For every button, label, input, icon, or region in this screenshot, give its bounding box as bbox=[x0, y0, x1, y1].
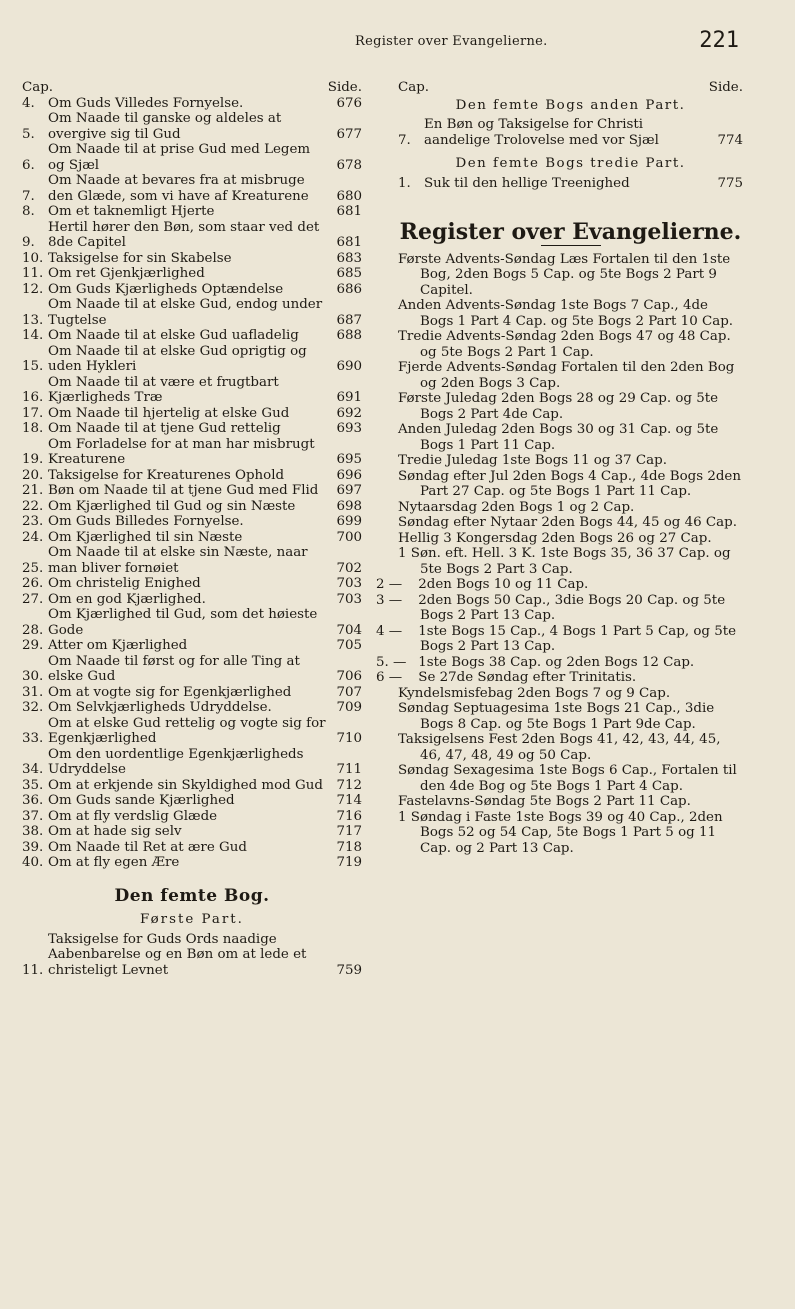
index-entry bbox=[22, 514, 362, 530]
entry-text: Bøn om Naade til at tjene Gud med Flid bbox=[48, 483, 319, 498]
index-entry bbox=[22, 111, 362, 142]
entry-page: 678 bbox=[336, 157, 362, 173]
entry-text: Om Naade til at prise Gud med Legem og Sjæl bbox=[48, 142, 311, 173]
entry-text: Suk til den hellige Treenighed bbox=[424, 175, 630, 191]
index-entry bbox=[22, 406, 362, 422]
index-entry bbox=[22, 607, 362, 638]
gospel-reference: 1ste Bogs 15 Cap., 4 Bogs 1 Part 5 Cap, og 5te Bogs 2 Part 13 Cap. bbox=[418, 623, 737, 654]
entry-number: 38. bbox=[22, 824, 44, 839]
entry-text: Om at hade sig selv bbox=[48, 824, 182, 839]
entry-page: 676 bbox=[336, 95, 362, 111]
entry-text: Om en god Kjærlighed. bbox=[48, 591, 206, 607]
gospel-entry bbox=[398, 329, 743, 360]
entry-page: 711 bbox=[336, 762, 362, 777]
entry-number: 24. bbox=[22, 529, 44, 545]
entry-text: Om Kjærlighed til Gud, som det høieste Gode bbox=[48, 607, 318, 638]
gospel-sunday-number: 2 — bbox=[376, 577, 403, 592]
page-number: 221 bbox=[699, 28, 739, 53]
index-entry bbox=[22, 344, 362, 375]
entry-page: 714 bbox=[336, 793, 362, 808]
entry-number: 22. bbox=[22, 498, 44, 514]
gospel-entry bbox=[398, 546, 743, 577]
left-column-header bbox=[22, 80, 362, 96]
index-entry bbox=[22, 499, 362, 515]
entry-number: 6. bbox=[22, 157, 35, 173]
entry-page: 680 bbox=[336, 188, 362, 204]
entry-page: 700 bbox=[336, 529, 362, 545]
gospel-list bbox=[376, 251, 743, 857]
index-entry bbox=[22, 530, 362, 546]
entry-number: 15. bbox=[22, 359, 44, 374]
entry-text: Taksigelse for Guds Ords naadige Aabenbarelse og en Bøn om at lede et christeligt Levnet bbox=[48, 931, 307, 978]
gospel-entry bbox=[398, 531, 743, 547]
cap-label: Cap. bbox=[398, 80, 430, 95]
index-entry bbox=[22, 576, 362, 592]
entry-page: 716 bbox=[336, 808, 362, 824]
entry-number: 5. bbox=[22, 126, 35, 142]
index-entry bbox=[22, 809, 362, 825]
left-entry-list bbox=[22, 96, 362, 871]
running-title: Register over Evangelierne. bbox=[355, 34, 548, 49]
entry-page: 705 bbox=[336, 638, 362, 653]
entry-text: Om Kjærlighed til Gud og sin Næste bbox=[48, 498, 296, 514]
entry-text: Om Guds Villedes Fornyelse. bbox=[48, 95, 244, 111]
index-entry bbox=[22, 824, 362, 840]
entry-page: 693 bbox=[336, 421, 362, 436]
entry-text: Taksigelse for Kreaturenes Ophold bbox=[48, 467, 285, 483]
gospel-entry bbox=[398, 391, 743, 422]
part-heading: Den femte Bogs anden Part. bbox=[455, 97, 686, 113]
entry-page: 683 bbox=[336, 250, 362, 266]
gospel-entry bbox=[398, 701, 743, 732]
gospel-reference: Anden Juledag 2den Bogs 30 og 31 Cap. og 5te Bogs 1 Part 11 Cap. bbox=[398, 422, 719, 453]
gospel-entry bbox=[398, 732, 743, 763]
entry-page: 686 bbox=[336, 281, 362, 297]
entry-text: Om den uordentlige Egenkjærligheds Udryddelse bbox=[48, 746, 304, 777]
entry-number: 14. bbox=[22, 328, 44, 343]
entry-number: 4. bbox=[22, 95, 35, 111]
entry-page: 697 bbox=[336, 483, 362, 498]
gospel-reference: 1ste Bogs 38 Cap. og 2den Bogs 12 Cap. bbox=[418, 654, 695, 670]
index-entry bbox=[22, 297, 362, 328]
index-entry bbox=[22, 855, 362, 871]
entry-page: 709 bbox=[336, 700, 362, 715]
entry-number: 16. bbox=[22, 390, 44, 405]
entry-text: Om Naade til at elske Gud oprigtig og uden Hykleri bbox=[48, 343, 307, 374]
index-entry bbox=[22, 282, 362, 298]
entry-text: Atter om Kjærlighed bbox=[48, 638, 188, 653]
entry-text: Om Guds Kjærligheds Optændelse bbox=[48, 281, 284, 297]
entry-number: 23. bbox=[22, 514, 44, 529]
gospel-entry bbox=[398, 810, 743, 857]
index-entry bbox=[22, 204, 362, 220]
entry-page: 702 bbox=[336, 560, 362, 576]
gospel-reference: 1 Søndag i Faste 1ste Bogs 39 og 40 Cap., 2den Bogs 52 og 54 Cap, 5te Bogs 1 Part 5 og 11 Cap. og 2 Part 13 Cap. bbox=[398, 809, 723, 856]
index-entry bbox=[22, 437, 362, 468]
entry-text: Om ret Gjenkjærlighed bbox=[48, 266, 205, 281]
entry-page: 687 bbox=[336, 312, 362, 328]
entry-page: 712 bbox=[336, 777, 362, 793]
gospel-entry bbox=[398, 763, 743, 794]
gospel-reference: Anden Advents-Søndag 1ste Bogs 7 Cap., 4de Bogs 1 Part 4 Cap. og 5te Bogs 2 Part 10 Cap. bbox=[398, 298, 734, 329]
part-heading: Den femte Bogs tredie Part. bbox=[455, 156, 686, 171]
entry-page: 681 bbox=[336, 204, 362, 219]
gospel-reference: Se 27de Søndag efter Trinitatis. bbox=[418, 670, 637, 685]
index-entry bbox=[22, 932, 362, 979]
entry-text: Om Kjærlighed til sin Næste bbox=[48, 529, 243, 545]
entry-page: 692 bbox=[336, 405, 362, 421]
gospel-entry bbox=[376, 670, 743, 686]
entry-page: 685 bbox=[336, 266, 362, 281]
gospel-reference: 2den Bogs 10 og 11 Cap. bbox=[418, 577, 589, 592]
page-header bbox=[0, 28, 795, 68]
entry-page: 707 bbox=[336, 684, 362, 700]
index-entry bbox=[22, 700, 362, 716]
gospel-reference: 1 Søn. eft. Hell. 3 K. 1ste Bogs 35, 36 37 Cap. og 5te Bogs 2 Part 3 Cap. bbox=[398, 546, 731, 577]
gospel-entry bbox=[398, 686, 743, 702]
entry-number: 9. bbox=[22, 235, 35, 250]
entry-number: 12. bbox=[22, 281, 44, 297]
gospel-entry bbox=[398, 469, 743, 500]
entry-page: 698 bbox=[336, 498, 362, 514]
index-entry bbox=[22, 468, 362, 484]
index-entry bbox=[22, 716, 362, 747]
gospel-reference: Første Juledag 2den Bogs 28 og 29 Cap. og 5te Bogs 2 Part 4de Cap. bbox=[398, 391, 719, 422]
entry-text: Om Naade til at tjene Gud rettelig bbox=[48, 421, 281, 436]
section-entry-list bbox=[22, 932, 362, 979]
gospel-entry bbox=[376, 592, 743, 624]
index-entry bbox=[398, 117, 743, 148]
entry-text: Om Naade til hjertelig at elske Gud bbox=[48, 405, 290, 421]
entry-number: 35. bbox=[22, 777, 44, 793]
entry-text: Om Naade til først og for alle Ting at elske Gud bbox=[48, 653, 300, 684]
entry-number: 18. bbox=[22, 421, 44, 436]
index-entry bbox=[22, 375, 362, 406]
entry-text: Om et taknemligt Hjerte bbox=[48, 204, 215, 219]
section-subtitle: Første Part. bbox=[140, 912, 244, 927]
side-label: Side. bbox=[327, 80, 362, 95]
entry-page: 759 bbox=[336, 962, 362, 978]
gospel-reference: Søndag Sexagesima 1ste Bogs 6 Cap., Fortalen til den 4de Bog og 5te Bogs 1 Part 4 Cap. bbox=[398, 763, 737, 794]
entry-page: 703 bbox=[336, 591, 362, 607]
entry-text: Om Naade til at elske Gud uafladelig bbox=[48, 328, 299, 343]
entry-number: 40. bbox=[22, 855, 44, 870]
gospel-entry bbox=[398, 794, 743, 810]
entry-page: 691 bbox=[336, 390, 362, 405]
entry-number: 25. bbox=[22, 560, 44, 576]
entry-page: 706 bbox=[336, 669, 362, 684]
index-entry bbox=[22, 328, 362, 344]
index-entry bbox=[22, 778, 362, 794]
entry-text: Om Forladelse for at man har misbrugt Kreaturene bbox=[48, 436, 315, 467]
entry-text: Om Guds Billedes Fornyelse. bbox=[48, 514, 244, 529]
gospel-reference: Første Advents-Søndag Læs Fortalen til den 1ste Bog, 2den Bogs 5 Cap. og 5te Bogs 2 Part 9 Capitel. bbox=[398, 251, 731, 298]
entry-page: 704 bbox=[336, 622, 362, 638]
gospel-entry bbox=[376, 577, 743, 593]
gospel-reference: Hellig 3 Kongersdag 2den Bogs 26 og 27 Cap. bbox=[398, 530, 712, 546]
right-column-header bbox=[398, 80, 743, 96]
entry-page: 775 bbox=[717, 175, 743, 191]
gospel-reference: Søndag Septuagesima 1ste Bogs 21 Cap., 3die Bogs 8 Cap. og 5te Bogs 1 Part 9de Cap. bbox=[398, 701, 715, 732]
index-entry bbox=[22, 220, 362, 251]
entry-number: 20. bbox=[22, 467, 44, 483]
entry-page: 717 bbox=[336, 824, 362, 839]
left-column bbox=[22, 80, 362, 978]
index-entry bbox=[22, 638, 362, 654]
entry-text: Om at erkjende sin Skyldighed mod Gud bbox=[48, 777, 323, 793]
gospel-reference: Søndag efter Nytaar 2den Bogs 44, 45 og 46 Cap. bbox=[398, 515, 737, 530]
entry-number: 28. bbox=[22, 622, 44, 638]
gospel-entry bbox=[376, 654, 743, 671]
entry-page: 710 bbox=[336, 731, 362, 746]
gospel-reference: Tredie Juledag 1ste Bogs 11 og 37 Cap. bbox=[398, 453, 667, 468]
gospel-reference: 2den Bogs 50 Cap., 3die Bogs 20 Cap. og 5te Bogs 2 Part 13 Cap. bbox=[418, 592, 726, 623]
section-title: Den femte Bog. bbox=[114, 885, 270, 906]
gospel-reference: Fjerde Advents-Søndag Fortalen til den 2den Bog og 2den Bogs 3 Cap. bbox=[398, 360, 735, 391]
index-entry bbox=[22, 251, 362, 267]
entry-number: 27. bbox=[22, 591, 44, 607]
entry-page: 703 bbox=[336, 576, 362, 591]
right-column bbox=[376, 80, 743, 856]
entry-page: 696 bbox=[336, 467, 362, 483]
gospel-reference: Nytaarsdag 2den Bogs 1 og 2 Cap. bbox=[398, 499, 635, 515]
index-entry bbox=[22, 421, 362, 437]
cap-label: Cap. bbox=[22, 80, 54, 95]
index-entry bbox=[22, 747, 362, 778]
gospel-reference: Kyndelsmisfebag 2den Bogs 7 og 9 Cap. bbox=[398, 685, 671, 701]
gospel-entry bbox=[398, 252, 743, 299]
index-entry bbox=[22, 96, 362, 112]
entry-text: Om Naade til at elske Gud, endog under Tugtelse bbox=[48, 297, 323, 328]
index-entry bbox=[22, 685, 362, 701]
entry-page: 681 bbox=[336, 235, 362, 250]
entry-text: Om Naade til at være et frugtbart Kjærligheds Træ bbox=[48, 374, 279, 405]
index-entry bbox=[22, 173, 362, 204]
gospel-reference: Søndag efter Jul 2den Bogs 4 Cap., 4de Bogs 2den Part 27 Cap. og 5te Bogs 1 Part 11 Cap. bbox=[398, 468, 741, 499]
index-entry bbox=[22, 654, 362, 685]
entry-number: 30. bbox=[22, 669, 44, 684]
entry-text: Om christelig Enighed bbox=[48, 576, 201, 591]
entry-page: 719 bbox=[336, 855, 362, 870]
gospel-sunday-number: 5. — bbox=[376, 654, 407, 670]
entry-text: Om at fly egen Ære bbox=[48, 855, 180, 870]
entry-page: 774 bbox=[717, 132, 743, 148]
gospel-entry bbox=[398, 422, 743, 453]
entry-number: 17. bbox=[22, 405, 44, 421]
entry-number: 32. bbox=[22, 700, 44, 715]
gospel-sunday-number: 4 — bbox=[376, 623, 403, 639]
gospel-reference: Tredie Advents-Søndag 2den Bogs 47 og 48 Cap. og 5te Bogs 2 Part 1 Cap. bbox=[398, 329, 731, 360]
entry-text: Hertil hører den Bøn, som staar ved det 8de Capitel bbox=[48, 219, 320, 250]
entry-number: 13. bbox=[22, 312, 44, 328]
gospel-register-title: Register over Evangelierne. bbox=[399, 219, 742, 245]
entry-number: 26. bbox=[22, 576, 44, 591]
entry-number: 31. bbox=[22, 684, 44, 700]
index-entry bbox=[22, 793, 362, 809]
entry-number: 21. bbox=[22, 483, 44, 498]
entry-page: 677 bbox=[336, 126, 362, 142]
entry-page: 690 bbox=[336, 359, 362, 374]
entry-text: Om Selvkjærligheds Udryddelse. bbox=[48, 700, 272, 715]
index-entry bbox=[22, 483, 362, 499]
entry-text: Om Naade til ganske og aldeles at overgive sig til Gud bbox=[48, 111, 282, 142]
entry-page: 718 bbox=[336, 839, 362, 855]
gospel-entry bbox=[376, 623, 743, 655]
entry-text: Om Naade til at elske sin Næste, naar man bliver fornøiet bbox=[48, 545, 308, 576]
entry-text: Om at elske Gud rettelig og vogte sig for Egenkjærlighed bbox=[48, 715, 326, 746]
entry-text: Om at vogte sig for Egenkjærlighed bbox=[48, 684, 292, 700]
entry-number: 19. bbox=[22, 452, 44, 467]
gospel-entry bbox=[398, 360, 743, 391]
index-entry bbox=[22, 592, 362, 608]
index-entry bbox=[398, 176, 743, 192]
index-entry bbox=[22, 545, 362, 576]
entry-number: 37. bbox=[22, 808, 44, 824]
entry-text: Om Naade at bevares fra at misbruge den Glæde, som vi have af Kreaturene bbox=[48, 173, 309, 204]
index-entry bbox=[22, 840, 362, 856]
index-entry bbox=[22, 266, 362, 282]
entry-number: 7. bbox=[22, 188, 35, 204]
entry-text: Taksigelse for sin Skabelse bbox=[48, 250, 232, 266]
gospel-entry bbox=[398, 298, 743, 329]
entry-text: Om Guds sande Kjærlighed bbox=[48, 793, 235, 808]
entry-number: 33. bbox=[22, 731, 44, 746]
index-entry bbox=[22, 142, 362, 173]
gospel-entry bbox=[398, 500, 743, 516]
entry-number: 7. bbox=[398, 132, 411, 148]
gospel-entry bbox=[398, 453, 743, 469]
entry-number: 11. bbox=[22, 266, 44, 281]
gospel-reference: Fastelavns-Søndag 5te Bogs 2 Part 11 Cap. bbox=[398, 794, 691, 809]
entry-number: 11. bbox=[22, 962, 44, 978]
gospel-entry bbox=[398, 515, 743, 531]
entry-page: 688 bbox=[336, 328, 362, 343]
gospel-reference: Taksigelsens Fest 2den Bogs 41, 42, 43, 44, 45, 46, 47, 48, 49 og 50 Cap. bbox=[398, 732, 721, 763]
entry-text: Om at fly verdslig Glæde bbox=[48, 808, 218, 824]
entry-number: 10. bbox=[22, 250, 44, 266]
gospel-sunday-number: 6 — bbox=[376, 670, 403, 685]
entry-number: 1. bbox=[398, 175, 411, 191]
gospel-sunday-number: 3 — bbox=[376, 592, 403, 608]
entry-number: 36. bbox=[22, 793, 44, 808]
entry-number: 34. bbox=[22, 762, 44, 777]
entry-page: 695 bbox=[336, 452, 362, 467]
entry-text: En Bøn og Taksigelse for Christi aandelige Trolovelse med vor Sjæl bbox=[424, 117, 659, 148]
entry-page: 699 bbox=[336, 514, 362, 529]
side-label: Side. bbox=[708, 80, 743, 95]
entry-number: 8. bbox=[22, 204, 35, 219]
entry-number: 39. bbox=[22, 839, 44, 855]
entry-number: 29. bbox=[22, 638, 44, 653]
entry-text: Om Naade til Ret at ære Gud bbox=[48, 839, 247, 855]
